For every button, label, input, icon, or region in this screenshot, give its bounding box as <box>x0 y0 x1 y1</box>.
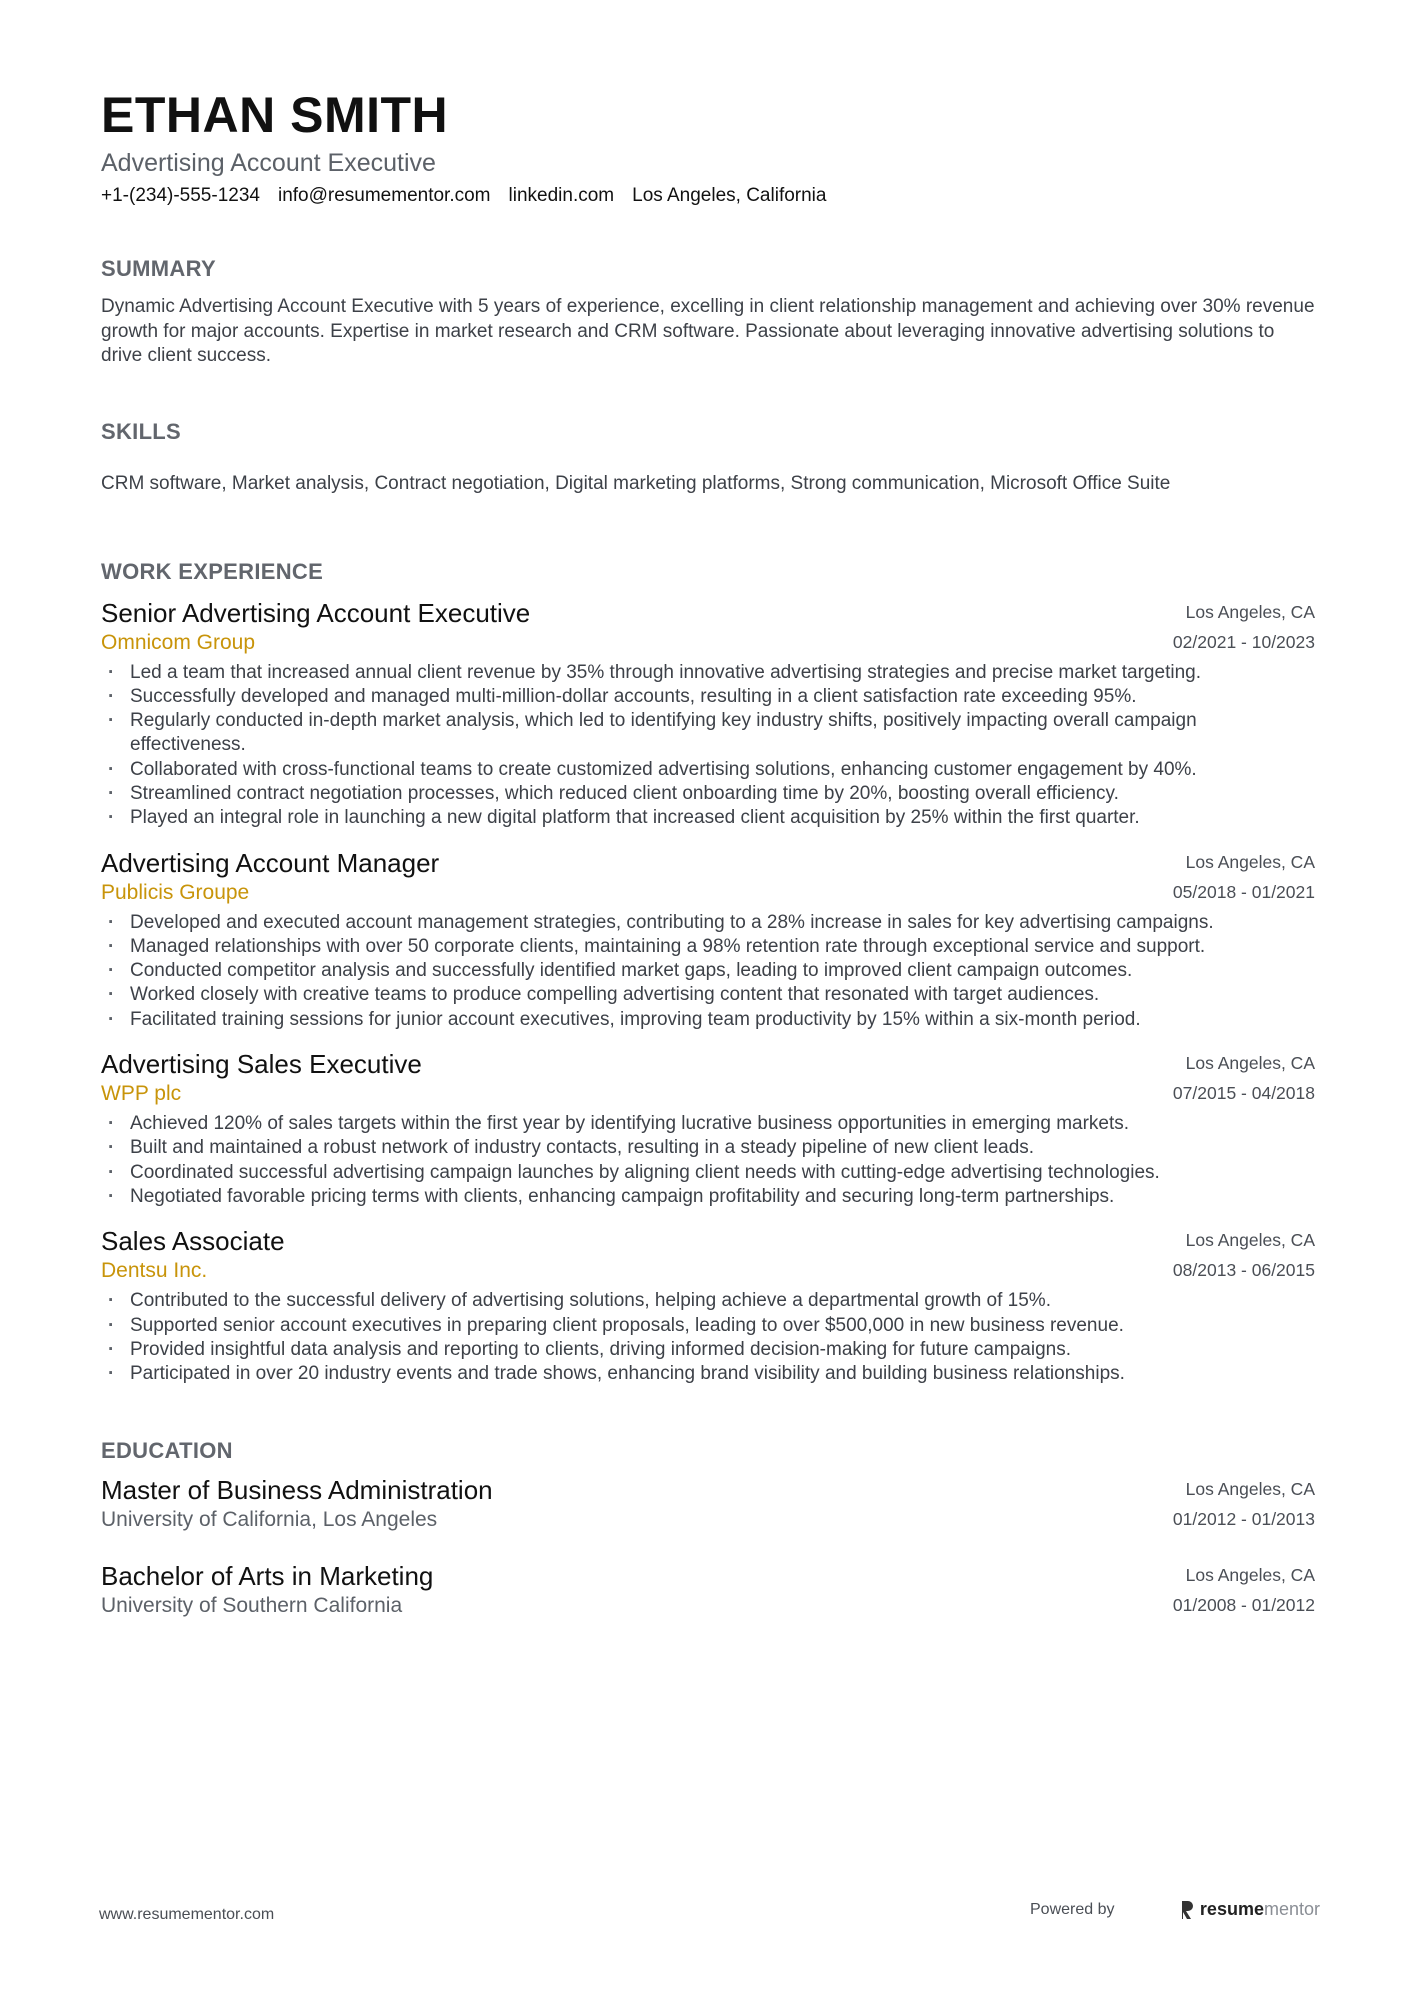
list-item: · Played an integral role in launching a new digital platform that increased client acquisition by 25% within the first quarter. <box>101 806 1315 830</box>
company-name: WPP plc <box>101 1082 182 1106</box>
list-item: · Provided insightful data analysis and reporting to clients, driving informed decision-making for future campaigns. <box>101 1338 1315 1362</box>
education-meta <box>1173 1474 1315 1534</box>
list-item: · Managed relationships with over 50 corporate clients, maintaining a 98% retention rate through exceptional service and support. <box>101 935 1315 959</box>
skills-text: CRM software, Market analysis, Contract negotiation, Digital marketing platforms, Strong communication, Microsoft Office Suite <box>101 472 1171 494</box>
resumementor-logo-icon <box>1180 1900 1194 1920</box>
education-location: Los Angeles, CA <box>1185 1565 1315 1586</box>
list-item: · Facilitated training sessions for junior account executives, improving team productivity by 15% within a six-month period. <box>101 1008 1315 1032</box>
job-meta <box>1173 1048 1315 1108</box>
job-meta <box>1173 847 1315 907</box>
job-bullets <box>101 661 1315 831</box>
footer-website[interactable]: www.resumementor.com <box>99 1906 275 1923</box>
footer-branding <box>1030 1899 1320 1920</box>
job-entry <box>101 847 1315 1032</box>
candidate-name: ETHAN SMITH <box>101 87 449 143</box>
education-section <box>101 1436 1315 1620</box>
contact-linkedin[interactable]: linkedin.com <box>508 185 615 206</box>
job-bullets <box>101 911 1315 1032</box>
education-meta <box>1173 1560 1315 1620</box>
list-item: · Negotiated favorable pricing terms with clients, enhancing campaign profitability and securing long-term partnerships. <box>101 1185 1315 1209</box>
education-location: Los Angeles, CA <box>1185 1479 1315 1500</box>
list-item: · Streamlined contract negotiation processes, which reduced client onboarding time by 20%, boosting overall efficiency. <box>101 782 1315 806</box>
school-name: University of Southern California <box>101 1594 403 1618</box>
job-header <box>101 1225 1315 1285</box>
job-title: Senior Advertising Account Executive <box>101 597 531 628</box>
candidate-role: Advertising Account Executive <box>101 149 436 177</box>
section-title-work: WORK EXPERIENCE <box>101 558 324 584</box>
work-experience-section <box>101 557 1315 1387</box>
list-item: · Led a team that increased annual client revenue by 35% through innovative advertising strategies and precise market targeting. <box>101 661 1315 685</box>
job-bullets <box>101 1289 1315 1386</box>
company-name: Omnicom Group <box>101 630 256 654</box>
degree-title: Bachelor of Arts in Marketing <box>101 1561 434 1592</box>
job-list <box>101 597 1315 1387</box>
powered-by-label: Powered by <box>1030 1900 1115 1918</box>
job-meta <box>1173 1225 1315 1285</box>
skills-section <box>101 417 1315 496</box>
education-list <box>101 1474 1315 1620</box>
contact-email[interactable]: info@resumementor.com <box>277 185 491 206</box>
job-entry <box>101 1048 1315 1209</box>
job-dates: 08/2013 - 06/2015 <box>1172 1260 1315 1281</box>
list-item: · Collaborated with cross-functional teams to create customized advertising solutions, enhancing customer engagement by 40%. <box>101 758 1315 782</box>
job-bullets <box>101 1112 1315 1209</box>
job-location: Los Angeles, CA <box>1185 851 1315 872</box>
resume-content <box>101 80 1315 1620</box>
summary-section <box>101 254 1315 369</box>
contact-phone: +1-(234)-555-1234 <box>101 185 260 206</box>
education-entry <box>101 1474 1315 1534</box>
job-dates: 02/2021 - 10/2023 <box>1172 631 1315 652</box>
section-title-skills: SKILLS <box>101 418 182 444</box>
job-title: Advertising Account Manager <box>101 847 440 878</box>
company-name: Publicis Groupe <box>101 880 250 904</box>
job-entry <box>101 597 1315 831</box>
section-title-education: EDUCATION <box>101 1438 233 1464</box>
brand-logo-link[interactable] <box>1180 1899 1320 1920</box>
degree-title: Master of Business Administration <box>101 1475 493 1506</box>
job-title: Advertising Sales Executive <box>101 1049 422 1080</box>
list-item: · Successfully developed and managed multi-million-dollar accounts, resulting in a client satisfaction rate exceeding 95%. <box>101 685 1315 709</box>
job-dates: 05/2018 - 01/2021 <box>1172 881 1315 902</box>
list-item: · Built and maintained a robust network of industry contacts, resulting in a steady pipeline of new client leads. <box>101 1136 1315 1160</box>
education-entry <box>101 1560 1315 1620</box>
list-item: · Coordinated successful advertising campaign launches by aligning client needs with cutting-edge advertising technologies. <box>101 1161 1315 1185</box>
list-item: · Supported senior account executives in preparing client proposals, leading to over $500,000 in new business revenue. <box>101 1314 1315 1338</box>
list-item: · Conducted competitor analysis and successfully identified market gaps, leading to improved client campaign outcomes. <box>101 959 1315 983</box>
resume-header <box>101 80 1315 210</box>
education-header <box>101 1474 1315 1534</box>
job-entry <box>101 1225 1315 1386</box>
education-dates: 01/2012 - 01/2013 <box>1172 1509 1315 1530</box>
list-item: · Worked closely with creative teams to produce compelling advertising content that resonated with target audiences. <box>101 983 1315 1007</box>
list-item: · Developed and executed account management strategies, contributing to a 28% increase in sales for key advertising campaigns. <box>101 911 1315 935</box>
education-dates: 01/2008 - 01/2012 <box>1172 1595 1315 1616</box>
section-title-summary: SUMMARY <box>101 256 216 281</box>
contact-location: Los Angeles, California <box>632 185 827 206</box>
job-header <box>101 1048 1315 1108</box>
list-item: · Regularly conducted in-depth market analysis, which led to identifying key industry shifts, positively impacting overall campaign effectiveness. <box>101 709 1315 758</box>
list-item: · Participated in over 20 industry events and trade shows, enhancing brand visibility and building business relationships. <box>101 1362 1315 1386</box>
contact-bar <box>101 182 1315 210</box>
brand-name-bold: resume <box>1199 1899 1264 1919</box>
job-title: Sales Associate <box>101 1226 285 1257</box>
job-header <box>101 597 1315 657</box>
job-dates: 07/2015 - 04/2018 <box>1172 1083 1315 1104</box>
job-location: Los Angeles, CA <box>1185 601 1315 622</box>
education-header <box>101 1560 1315 1620</box>
job-location: Los Angeles, CA <box>1185 1053 1315 1074</box>
job-location: Los Angeles, CA <box>1185 1230 1315 1251</box>
job-header <box>101 847 1315 907</box>
company-name: Dentsu Inc. <box>101 1259 208 1283</box>
school-name: University of California, Los Angeles <box>101 1508 438 1532</box>
list-item: · Contributed to the successful delivery of advertising solutions, helping achieve a departmental growth of 15%. <box>101 1289 1315 1313</box>
brand-name-light: mentor <box>1263 1899 1320 1919</box>
list-item: · Achieved 120% of sales targets within the first year by identifying lucrative business opportunities in emerging markets. <box>101 1112 1315 1136</box>
job-meta <box>1173 597 1315 657</box>
summary-text: Dynamic Advertising Account Executive with 5 years of experience, excelling in client relationship management and achieving over 30% revenue growth for major accounts. Expertise in market research and CRM software. Passionate about leveraging innovative advertising solutions to drive client success. <box>101 296 1315 366</box>
